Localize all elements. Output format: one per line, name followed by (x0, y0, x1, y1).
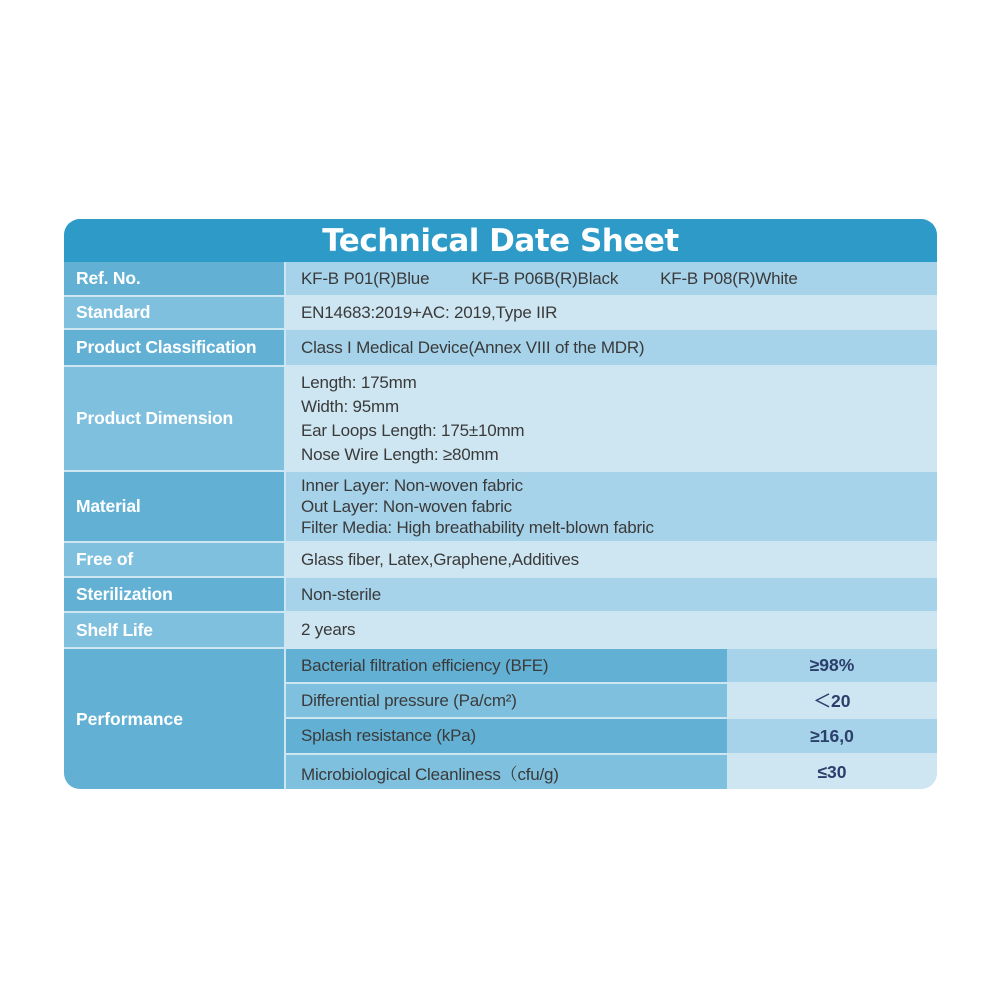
row-free-of (64, 543, 937, 576)
free-of-value: Glass fiber, Latex,Graphene,Additives (286, 543, 937, 576)
row-ref-no (64, 262, 937, 295)
title-bar (64, 219, 937, 262)
shelf-life-value: 2 years (286, 613, 937, 647)
row-material (64, 472, 937, 541)
dimension-width: Width: 95mm (301, 396, 399, 416)
row-classification (64, 330, 937, 365)
shelf-life-label: Shelf Life (64, 613, 284, 647)
performance-row-cleanliness-name: Microbiological Cleanliness（cfu/g) (286, 755, 727, 789)
material-values (286, 472, 937, 541)
performance-row-bfe-name: Bacterial filtration efficiency (BFE) (286, 649, 727, 682)
performance-row-bfe-value: ≥98% (727, 649, 937, 682)
ref-item-white: KF-B P08(R)White (660, 268, 798, 288)
dimension-nose-wire: Nose Wire Length: ≥80mm (301, 444, 499, 464)
performance-row-cleanliness-value: ≤30 (727, 755, 937, 789)
sheet-title: Technical Date Sheet (322, 222, 679, 259)
ref-no-values (286, 262, 937, 295)
material-label: Material (64, 472, 284, 541)
standard-label: Standard (64, 297, 284, 328)
free-of-label: Free of (64, 543, 284, 576)
dimension-label: Product Dimension (64, 367, 284, 470)
ref-no-label: Ref. No. (64, 262, 284, 295)
ref-item-blue: KF-B P01(R)Blue (301, 268, 430, 288)
row-shelf-life (64, 613, 937, 647)
dimension-length: Length: 175mm (301, 372, 417, 392)
row-standard (64, 297, 937, 328)
ref-item-black: KF-B P06B(R)Black (471, 268, 619, 288)
sterilization-value: Non-sterile (286, 578, 937, 611)
performance-row-splash-value: ≥16,0 (727, 719, 937, 753)
performance-row-splash-name: Splash resistance (kPa) (286, 719, 727, 753)
classification-value: Class I Medical Device(Annex VIII of the MDR) (286, 330, 937, 365)
sterilization-label: Sterilization (64, 578, 284, 611)
performance-row-pressure-value: ＜20 (727, 684, 937, 717)
standard-value: EN14683:2019+AC: 2019,Type IIR (286, 297, 937, 328)
material-out-layer: Out Layer: Non-woven fabric (301, 497, 512, 516)
material-inner-layer: Inner Layer: Non-woven fabric (301, 476, 523, 495)
dimension-ear-loops: Ear Loops Length: 175±10mm (301, 420, 525, 440)
performance-label: Performance (64, 649, 284, 789)
row-sterilization (64, 578, 937, 611)
classification-label: Product Classification (64, 330, 284, 365)
row-dimension (64, 367, 937, 470)
material-filter-media: Filter Media: High breathability melt-blown fabric (301, 518, 654, 537)
performance-row-pressure-name: Differential pressure (Pa/cm²) (286, 684, 727, 717)
technical-data-sheet (64, 219, 937, 789)
dimension-values (286, 367, 937, 470)
